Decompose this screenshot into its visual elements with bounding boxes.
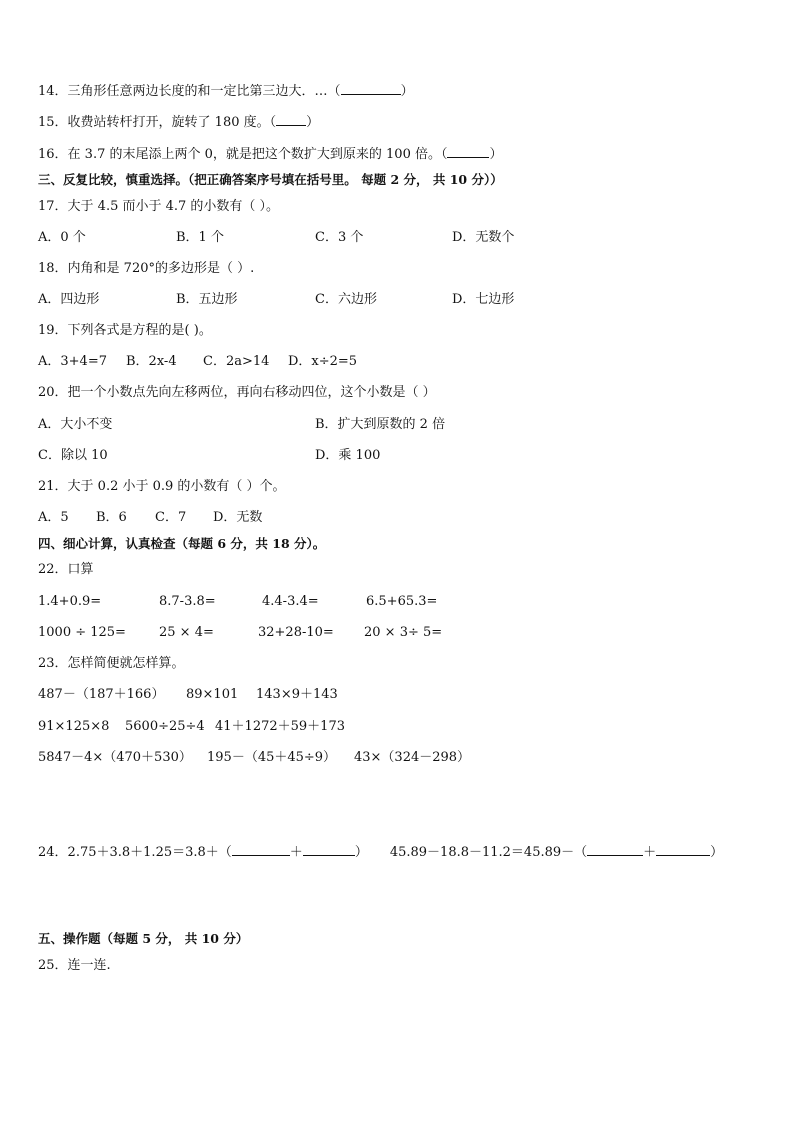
expression: 8.7-3.8= <box>159 594 216 609</box>
equation-right: 45.89－18.8－11.2＝45.89－（ <box>389 845 588 860</box>
expression: 41＋1272＋59＋173 <box>215 719 345 734</box>
option-a[interactable]: A．四边形 <box>38 292 100 307</box>
question-24 <box>38 843 723 862</box>
expression: 20 × 3÷ 5= <box>364 625 443 640</box>
expression: 143×9＋143 <box>256 687 338 702</box>
option-c[interactable]: C．7 <box>155 510 187 525</box>
option-a[interactable]: A．0 个 <box>38 230 86 245</box>
plus-sign: ＋ <box>289 845 303 860</box>
expression: 89×101 <box>186 687 239 702</box>
expression: 1000 ÷ 125= <box>38 625 126 640</box>
question-number: 16． <box>38 147 68 162</box>
question-22: 22．口算 <box>38 562 94 577</box>
expression: 6.5+65.3= <box>366 594 438 609</box>
question-23: 23．怎样简便就怎样算。 <box>38 656 185 671</box>
option-a[interactable]: A．5 <box>38 510 69 525</box>
option-a[interactable]: A．大小不变 <box>38 417 113 432</box>
option-c[interactable]: C．除以 10 <box>38 448 108 463</box>
close-paren: ） <box>710 845 724 860</box>
expression: 43×（324－298） <box>354 750 471 765</box>
question-16 <box>38 145 502 164</box>
answer-blank[interactable] <box>303 843 355 856</box>
expression: 5600÷25÷4 <box>125 719 205 734</box>
equation-left: 24．2.75＋3.8＋1.25＝3.8＋（ <box>38 845 232 860</box>
answer-blank[interactable] <box>276 113 306 126</box>
option-b[interactable]: B．扩大到原数的 2 倍 <box>315 417 446 432</box>
expression: 5847－4×（470＋530） <box>38 750 192 765</box>
option-b[interactable]: B．6 <box>96 510 127 525</box>
expression: 4.4-3.4= <box>262 594 319 609</box>
expression: 91×125×8 <box>38 719 110 734</box>
option-d[interactable]: D．七边形 <box>452 292 515 307</box>
expression: 195－（45＋45÷9） <box>207 750 337 765</box>
close-paren: ） <box>354 845 368 860</box>
expression: 32+28-10= <box>258 625 334 640</box>
question-19: 19．下列各式是方程的是( )。 <box>38 323 212 338</box>
section-4-title: 四、细心计算，认真检查（每题 6 分，共 18 分）。 <box>38 536 326 551</box>
option-c[interactable]: C．六边形 <box>315 292 377 307</box>
option-b[interactable]: B．五边形 <box>176 292 238 307</box>
answer-blank[interactable] <box>656 843 710 856</box>
question-text: 三角形任意两边长度的和一定比第三边大．…（ <box>67 84 341 99</box>
answer-blank[interactable] <box>587 843 643 856</box>
close-paren: ） <box>489 147 503 162</box>
option-d[interactable]: D．无数 <box>213 510 263 525</box>
option-c[interactable]: C．3 个 <box>315 230 364 245</box>
expression: 1.4+0.9= <box>38 594 102 609</box>
answer-blank[interactable] <box>447 145 489 158</box>
question-15 <box>38 113 319 132</box>
question-21: 21．大于 0.2 小于 0.9 的小数有（ ）个。 <box>38 479 286 494</box>
question-20: 20．把一个小数点先向左移两位，再向右移动四位，这个小数是（ ） <box>38 385 436 400</box>
option-d[interactable]: D．乘 100 <box>315 448 381 463</box>
option-d[interactable]: D．无数个 <box>452 230 515 245</box>
question-25: 25．连一连. <box>38 958 111 973</box>
answer-blank[interactable] <box>341 82 401 95</box>
expression: 25 × 4= <box>159 625 214 640</box>
question-number: 15． <box>38 115 68 130</box>
close-paren: ） <box>306 115 320 130</box>
question-18: 18．内角和是 720°的多边形是（ ）. <box>38 261 255 276</box>
question-text: 收费站转杆打开，旋转了 180 度。（ <box>67 115 277 130</box>
question-14 <box>38 82 414 101</box>
option-b[interactable]: B．2x-4 <box>126 354 177 369</box>
option-d[interactable]: D．x÷2=5 <box>288 354 358 369</box>
answer-blank[interactable] <box>232 843 290 856</box>
plus-sign: ＋ <box>643 845 657 860</box>
expression: 487－（187＋166） <box>38 687 165 702</box>
question-text: 在 3.7 的末尾添上两个 0，就是把这个数扩大到原来的 100 倍。（ <box>67 147 448 162</box>
option-b[interactable]: B．1 个 <box>176 230 224 245</box>
close-paren: ） <box>400 84 414 99</box>
option-a[interactable]: A．3+4=7 <box>38 354 107 369</box>
option-c[interactable]: C．2a>14 <box>203 354 270 369</box>
question-number: 14． <box>38 84 68 99</box>
section-3-title: 三、反复比较，慎重选择。（把正确答案序号填在括号里。 每题 2 分， 共 10 分）） <box>38 172 503 187</box>
section-5-title: 五、操作题（每题 5 分， 共 10 分） <box>38 931 249 946</box>
question-17: 17．大于 4.5 而小于 4.7 的小数有（ ）。 <box>38 199 280 214</box>
